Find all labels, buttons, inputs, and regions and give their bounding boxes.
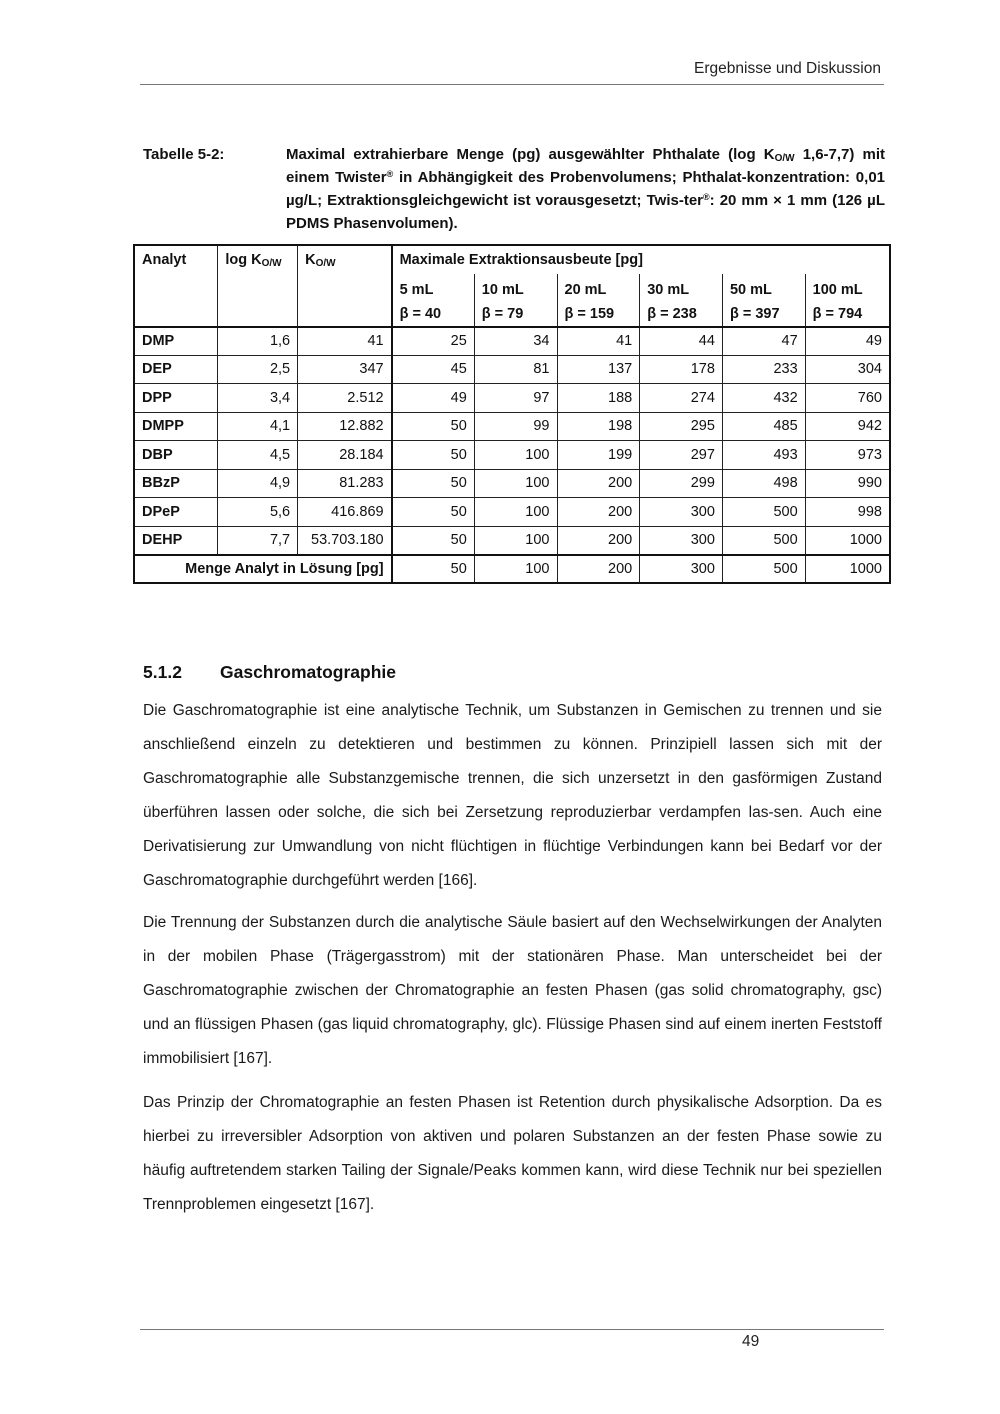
section-title: Gaschromatographie — [220, 662, 397, 682]
kow-value: 81.283 — [298, 469, 392, 498]
log-kow-value: 1,6 — [218, 327, 298, 356]
analyte-name: DEP — [134, 355, 218, 384]
caption-label: Tabelle 5-2: — [143, 146, 225, 163]
beta-label: β = 40 — [399, 305, 442, 322]
log-kow-value: 4,9 — [218, 469, 298, 498]
table-row — [134, 469, 890, 498]
table-cell: 990 — [805, 469, 890, 498]
table-cell: 493 — [722, 441, 805, 470]
table-cell: 500 — [722, 555, 805, 584]
table-cell: 44 — [640, 327, 723, 356]
kow-value: 41 — [298, 327, 392, 356]
volume-header — [392, 274, 475, 327]
registered-mark: ® — [386, 169, 394, 179]
volume-header — [474, 274, 557, 327]
table-cell: 50 — [392, 526, 475, 555]
table-row — [134, 384, 890, 413]
table-cell: 304 — [805, 355, 890, 384]
analyte-name: DMP — [134, 327, 218, 356]
caption-subscript: O/W — [774, 153, 795, 164]
log-kow-value: 5,6 — [218, 498, 298, 527]
table-cell: 233 — [722, 355, 805, 384]
paragraph: Das Prinzip der Chromatographie an festen Phasen ist Retention durch physikalische Adsorption. Da es hierbei zu irreversibler Adsorption von aktiven und polaren Substanzen an der festen Phase sowie zu häufig auftretendem starken Tailing der Signale/Peaks kommen kann, wird diese Technik nur bei speziellen Trennproblemen eingesetzt [167]. — [143, 1094, 882, 1213]
volume-header — [640, 274, 723, 327]
kow-value: 28.184 — [298, 441, 392, 470]
volume-label: 10 mL — [481, 281, 524, 298]
running-header: Ergebnisse und Diskussion — [694, 60, 881, 77]
volume-header — [722, 274, 805, 327]
beta-label: β = 397 — [729, 305, 780, 322]
table-cell: 188 — [557, 384, 640, 413]
table-cell: 178 — [640, 355, 723, 384]
volume-label: 30 mL — [647, 281, 690, 298]
table-cell: 200 — [557, 469, 640, 498]
beta-label: β = 794 — [812, 305, 863, 322]
paragraph: Die Trennung der Substanzen durch die analytische Säule basiert auf den Wechselwirkungen der Analyten in der mobilen Phase (Trägergasstrom) mit der stationären Phase. Man unterscheidet bei der Gaschromatographie zwischen der Chromatographie an festen Phasen (gas solid chromatography, gsc) und an flüssigen Phasen (gas liquid chromatography, glc). Flüssige Phasen sind auf einem inerten Feststoff immobilisiert [167]. — [143, 914, 882, 1067]
header-analyt: Analyt — [134, 245, 218, 327]
header-subscript: O/W — [261, 258, 282, 269]
table-cell: 50 — [392, 412, 475, 441]
table-cell: 81 — [474, 355, 557, 384]
table-row — [134, 412, 890, 441]
table-cell: 41 — [557, 327, 640, 356]
table-cell: 297 — [640, 441, 723, 470]
log-kow-value: 4,5 — [218, 441, 298, 470]
section-heading — [143, 662, 396, 683]
table-cell: 942 — [805, 412, 890, 441]
volume-label: 100 mL — [812, 281, 863, 298]
header-divider — [140, 84, 884, 85]
table-cell: 299 — [640, 469, 723, 498]
volume-header — [557, 274, 640, 327]
beta-label: β = 159 — [564, 305, 615, 322]
analyte-name: DPP — [134, 384, 218, 413]
log-kow-value: 7,7 — [218, 526, 298, 555]
table-cell: 49 — [392, 384, 475, 413]
registered-mark: ® — [703, 192, 710, 202]
caption-text-part: : 20 mm × 1 mm (126 µL PDMS Phasenvolumen). — [286, 192, 885, 232]
table-cell: 100 — [474, 441, 557, 470]
log-kow-value: 4,1 — [218, 412, 298, 441]
table-cell: 300 — [640, 526, 723, 555]
table-cell: 45 — [392, 355, 475, 384]
header-kow — [298, 245, 392, 327]
table-cell: 1000 — [805, 555, 890, 584]
kow-value: 416.869 — [298, 498, 392, 527]
table-cell: 300 — [640, 498, 723, 527]
kow-value: 12.882 — [298, 412, 392, 441]
table-cell: 99 — [474, 412, 557, 441]
kow-value: 2.512 — [298, 384, 392, 413]
kow-value: 347 — [298, 355, 392, 384]
section-number: 5.1.2 — [143, 662, 182, 682]
table-cell: 198 — [557, 412, 640, 441]
table-cell: 100 — [474, 555, 557, 584]
table-cell: 49 — [805, 327, 890, 356]
table-cell: 300 — [640, 555, 723, 584]
table-cell: 137 — [557, 355, 640, 384]
header-kow-text: K — [305, 252, 316, 268]
extraction-table — [133, 244, 891, 584]
analyte-name: DBP — [134, 441, 218, 470]
header-log-kow — [218, 245, 298, 327]
caption-text-part: Maximal extrahierbare Menge (pg) ausgewählter Phthalate (log K — [286, 146, 775, 163]
volume-label: 20 mL — [564, 281, 607, 298]
table-cell: 34 — [474, 327, 557, 356]
table-row — [134, 441, 890, 470]
analyte-name: DMPP — [134, 412, 218, 441]
table-cell: 200 — [557, 526, 640, 555]
analyte-name: DEHP — [134, 526, 218, 555]
beta-label: β = 79 — [481, 305, 524, 322]
table-row — [134, 498, 890, 527]
table-cell: 50 — [392, 498, 475, 527]
table-cell: 485 — [722, 412, 805, 441]
table-cell: 998 — [805, 498, 890, 527]
table-footer-row — [134, 555, 890, 584]
table-cell: 50 — [392, 441, 475, 470]
table-cell: 100 — [474, 469, 557, 498]
table-row — [134, 327, 890, 356]
table-cell: 200 — [557, 498, 640, 527]
kow-value: 53.703.180 — [298, 526, 392, 555]
table-cell: 50 — [392, 555, 475, 584]
table-cell: 500 — [722, 526, 805, 555]
log-kow-value: 3,4 — [218, 384, 298, 413]
table-cell: 1000 — [805, 526, 890, 555]
table-cell: 199 — [557, 441, 640, 470]
beta-label: β = 238 — [647, 305, 697, 322]
caption-text-part: in Abhängigkeit des Probenvolumens; Phthalat-konzentration: 0,01 µg/L; Extraktionsgleichgewicht ist vorausgesetzt; Twis-ter — [286, 169, 886, 209]
table-cell: 50 — [392, 469, 475, 498]
caption-text — [286, 143, 885, 235]
page-number: 49 — [742, 1333, 760, 1350]
footer-divider — [140, 1329, 884, 1330]
table-cell: 760 — [805, 384, 890, 413]
table-cell: 100 — [474, 498, 557, 527]
volume-label: 50 mL — [729, 281, 772, 298]
table-cell: 200 — [557, 555, 640, 584]
footer-row-label: Menge Analyt in Lösung [pg] — [134, 555, 392, 584]
table-cell: 498 — [722, 469, 805, 498]
table-cell: 97 — [474, 384, 557, 413]
volume-header — [805, 274, 890, 327]
header-subscript: O/W — [315, 258, 336, 269]
table-cell: 47 — [722, 327, 805, 356]
table-cell: 25 — [392, 327, 475, 356]
table-row — [134, 526, 890, 555]
analyte-name: DPeP — [134, 498, 218, 527]
header-log-kow-text: log K — [225, 252, 262, 268]
log-kow-value: 2,5 — [218, 355, 298, 384]
paragraph: Die Gaschromatographie ist eine analytische Technik, um Substanzen in Gemischen zu trennen und sie anschließend einzeln zu detektieren und bestimmen zu können. Prinzipiell lassen sich mit der Gaschromatographie alle Substanzgemische trennen, die sich unzersetzt in den gasförmigen Zustand überführen lassen oder solche, die sich bei Zersetzung reproduzierbar verdampfen las-sen. Auch eine Derivatisierung zur Umwandlung von nicht flüchtigen in flüchtige Verbindungen kann bei Bedarf vor der Gaschromatographie durchgeführt werden [166]. — [143, 702, 882, 889]
table-cell: 432 — [722, 384, 805, 413]
table-cell: 973 — [805, 441, 890, 470]
volume-label: 5 mL — [399, 281, 434, 298]
table-caption — [143, 143, 885, 235]
table-body — [134, 327, 890, 555]
table-cell: 100 — [474, 526, 557, 555]
table-cell: 295 — [640, 412, 723, 441]
caption-text-part: 1,6-7,7) mit einem Twister — [286, 146, 885, 186]
header-group-extraction: Maximale Extraktionsausbeute [pg] — [392, 245, 890, 274]
table-cell: 274 — [640, 384, 723, 413]
analyte-name: BBzP — [134, 469, 218, 498]
table-row — [134, 355, 890, 384]
table-cell: 500 — [722, 498, 805, 527]
